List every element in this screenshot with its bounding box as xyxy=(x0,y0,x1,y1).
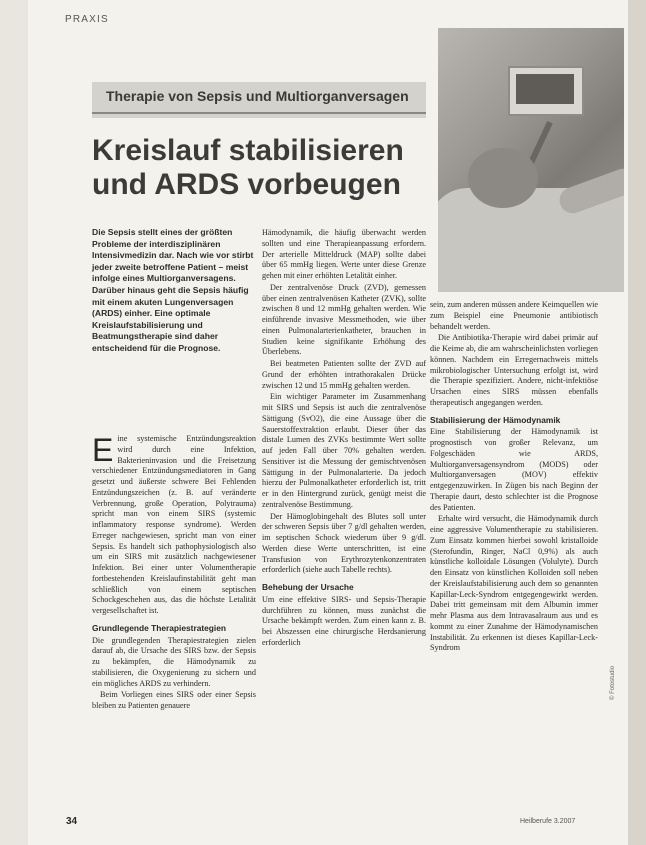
paragraph: Die Antibiotika-Therapie wird dabei primär auf die Keime ab, die am wahrscheinlichsten vorliegen können. Nachdem ein Erregernachweis mittels mikrobiologischer Untersuchung erfolgt ist, wird die Therapie spezifiziert. Andere, nicht-infektiöse Ursachen eines SIRS müssen ebenfalls therapeutisch angegangen werden. xyxy=(430,333,598,407)
paragraph: Der zentralvenöse Druck (ZVD), gemessen über einen zentralvenösen Katheter (ZVK), sollte zwischen 8 und 12 mmHg gehalten werden. Wie einführende invasive Messmethoden, wie über einen Pulmonalarterienkatheter, brauchen in Studien keine signifikante Erhöhung des Überlebens. xyxy=(262,282,426,357)
icu-photo xyxy=(438,28,624,292)
paragraph: Bei beatmeten Patienten sollte der ZVD auf Grund der erhöhten intrathorakalen Drücke zwischen 12 und 15 mmHg gehalten werden. xyxy=(262,359,426,390)
column-1 xyxy=(92,434,256,713)
paragraph: Erhalte wird versucht, die Hämodynamik durch eine aggressive Volumentherapie zu stabilisieren. Zum Einsatz kommen hierbei sowohl kristalloide (Sterofundin, Ringer, NaCl 0,9%) als auch künstliche kolloidale Lösungen (Volulyte). Durch den Einsatz von künstlichen Kolloiden soll neben der Kreislaufstabilisierung auch dem so genannten Kapillar-Leck-Syndrom entgegengewirkt werden. Dabei tritt gemeinsam mit dem Albumin immer mehr Plasma aus dem Intravasalraum aus und es kommt zu einer Zunahme der Hämodynamischen Instabilität. Zu erkennen ist dieses Kapillar-Leck-Syndrom xyxy=(430,514,598,653)
dropcap: E xyxy=(92,432,114,468)
subheading-ursache: Behebung der Ursache xyxy=(262,582,354,592)
lead-paragraph: Die Sepsis stellt eines der größten Probleme der interdisziplinären Intensivmedizin dar. Nach wie vor stirbt jeder zweite betroffene Patient – meist infolge eines Multiorganversagens. Darüber hinaus geht die Sepsis häufig mit einem akuten Lungenversagen (ARDS) einher. Eine optimale Kreislaufstabilisierung und Beatmungstherapie sind daher entscheidend für die Prognose. xyxy=(92,227,254,353)
paragraph: sein, zum anderen müssen andere Keimquellen wie zum Beispiel eine Pneumonie antibiotisch behandelt werden. xyxy=(430,300,599,331)
subheading-grundlegende: Grundlegende Therapiestrategien xyxy=(92,622,227,633)
page-number: 34 xyxy=(66,816,78,827)
subheading-haemodynamik: Stabilisierung der Hämodynamik xyxy=(430,414,561,425)
paragraph: Die grundlegenden Therapiestrategien zielen darauf ab, die Ursache des SIRS bzw. der Sepsis zu bekämpfen, die Hämodynamik zu stabilisieren, die Oxygenierung zu sichern und ein mögliches ARDS zu verhindern. xyxy=(92,635,256,688)
headline-line-2: und ARDS vorbeugen xyxy=(92,168,401,201)
paragraph: Hämodynamik, die häufig überwacht werden sollten und eine Therapieanpassung erfordern. Der arterielle Mitteldruck (MAP) sollte dabei über 65 mmHg liegen. Werte unter diese Grenze gehen mit einer erhöhten Letalität einher. xyxy=(262,228,426,280)
paragraph: Eine Stabilisierung der Hämodynamik ist prognostisch von großer Relevanz, um Folgeschäden wie ARDS, Multiorganversagensyndrom (MODS) oder Multiorganversagen (MOV) effektiv entgegenzuwirken. In Zügen bis nach Beginn der Therapie daurt, desto schlechter ist die Prognose des Patienten. xyxy=(430,427,598,512)
paragraph: Der Hämoglobingehalt des Blutes soll unter der schweren Sepsis über 7 g/dl gehalten werden, im septischen Schock wiederum über 9 g/dl. Werden diese Werte unterschritten, ist eine Transfusion von Erythrozytenkonzentraten erforderlich (siehe auch Tabelle rechts). xyxy=(262,511,426,575)
photo-credit: © Fotostudio xyxy=(610,665,616,700)
article-kicker: Therapie von Sepsis und Multiorganversagen xyxy=(106,88,409,104)
journal-footer: Heilberufe 3.2007 xyxy=(520,818,576,825)
paragraph: Beim Vorliegen eines SIRS oder einer Sepsis bleiben zu Patienten genauere xyxy=(92,690,256,710)
ventilator-monitor xyxy=(508,66,584,116)
headline-line-1: Kreislauf stabilisieren xyxy=(92,134,404,167)
intro-paragraph: Eine systemische Entzündungsreaktion wird durch eine Infektion, Bakterieninvasion und die Freisetzung verschiedener Entzündungsmediatoren in Gang gesetzt und äußerste schwere Bei Fehlenden Entzündungszeichen (z. B. auf veränderte Verbrennung, große Operation, Polytrauma) spricht man von einem SIRS (systemic inflammatory response syndrome). Werden Erreger nachgewiesen, spricht man von einer Sepsis. Es handelt sich pathophysiologisch also um ein SIRS mit zusätzlich nachgewiesener Infektion. Bei einer unter Volumentherapie fortbestehenden Kreislaufinstabilität geht man schließlich von einem septischen Schockgeschehen aus, das die höchste Letalität vergesellschaftet ist. xyxy=(92,432,256,615)
scan-edge xyxy=(628,0,646,845)
column-2 xyxy=(262,228,426,650)
section-label: PRAXIS xyxy=(65,14,109,25)
paragraph: Ein wichtiger Parameter im Zusammenhang mit SIRS und Sepsis ist auch die zentralvenöse Sättigung (SvO2), die eine Aussage über die Sauerstoffextraktion erlaubt. Dieser über das distale Lumen des ZVKs bestimmte Wert sollte auf jeden Fall über 70% gehalten werden. Sensitiver ist die Messung der gemischtvenösen Sättigung in der Pulmonalarterie. Da jedoch hierzu der Pulmonalkatheter erforderlich ist, tritt er in den Hintergrund zurück, genügt meist die zentralvenöse Bestimmung. xyxy=(262,392,426,509)
article-headline xyxy=(92,134,422,202)
column-3 xyxy=(430,300,598,655)
paragraph: Um eine effektive SIRS- und Sepsis-Therapie durchführen zu können, muss zunächst die Ursache bekämpft werden. Zum einen kann z. B. bei Abszessen eine chirurgische Herdsanierung erforderlich xyxy=(262,594,426,647)
